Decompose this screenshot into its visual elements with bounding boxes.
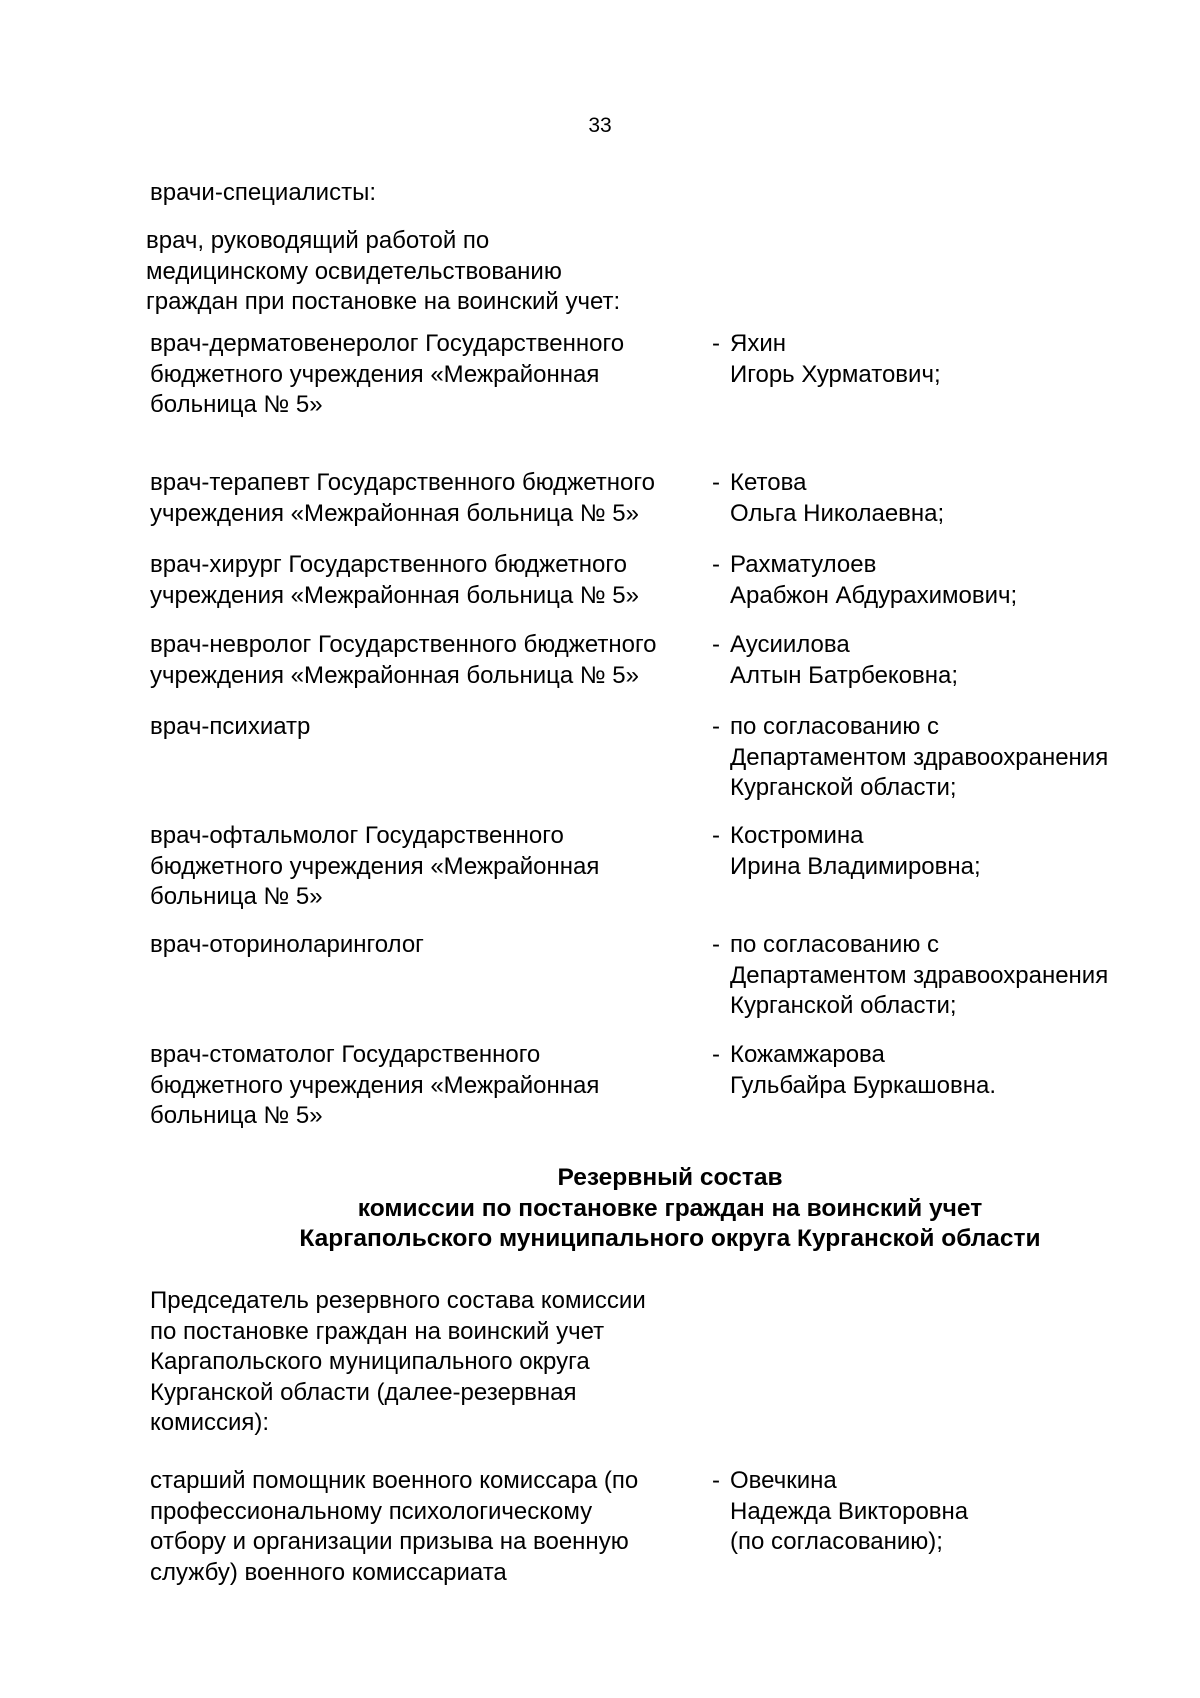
member-dash: - <box>712 1467 720 1494</box>
chairman-member-name <box>730 1466 1150 1558</box>
specialists-label <box>150 178 710 209</box>
reserve-heading <box>70 1163 1200 1255</box>
member-role <box>150 630 710 691</box>
member-role <box>150 550 710 611</box>
reserve-heading-line: Каргапольского муниципального округа Курганской области <box>299 1225 1041 1252</box>
member-role-line: профессиональному психологическому <box>150 1497 593 1525</box>
member-role-line: врач-хирург Государственного бюджетного <box>150 551 627 578</box>
member-name <box>730 1040 1150 1101</box>
member-name-line: Арабжон Абдурахимович; <box>730 581 1018 609</box>
chairman-member-role <box>150 1466 710 1588</box>
member-role-line: старший помощник военного комиссара (по <box>150 1467 639 1494</box>
member-name <box>730 329 1150 390</box>
member-role-line: учреждения «Межрайонная больница № 5» <box>150 499 639 527</box>
chairman-line: Курганской области (далее-резервная <box>150 1378 577 1406</box>
member-name-line: Яхин <box>730 330 786 357</box>
member-role-line: врач-стоматолог Государственного <box>150 1041 541 1068</box>
member-role <box>150 821 710 913</box>
member-role-line: учреждения «Межрайонная больница № 5» <box>150 581 639 609</box>
reserve-heading-line: Резервный состав <box>557 1164 783 1191</box>
member-name <box>730 630 1150 691</box>
member-name-line: Ирина Владимировна; <box>730 852 981 880</box>
member-role-line: врач-невролог Государственного бюджетного <box>150 631 657 658</box>
head-doctor-line: врач, руководящий работой по <box>146 227 490 254</box>
member-name-line: Ольга Николаевна; <box>730 499 945 527</box>
member-dash: - <box>712 931 720 958</box>
member-role-line: врач-дерматовенеролог Государственного <box>150 330 625 357</box>
member-name <box>730 821 1150 882</box>
member-role <box>150 329 710 421</box>
member-name-line: Департаментом здравоохранения <box>730 743 1109 771</box>
chairman-line: по постановке граждан на воинский учет <box>150 1317 605 1345</box>
member-role-line: врач-оториноларинголог <box>150 931 424 958</box>
member-name-line: Кожамжарова <box>730 1041 885 1068</box>
member-dash: - <box>712 1041 720 1068</box>
head-doctor-line: медицинскому освидетельствованию <box>146 257 562 285</box>
member-name-line: (по согласованию); <box>730 1528 943 1555</box>
member-name-line: Департаментом здравоохранения <box>730 961 1109 989</box>
member-role-line: бюджетного учреждения «Межрайонная <box>150 852 600 880</box>
chairman-title <box>150 1286 710 1439</box>
head-doctor-title <box>146 226 706 318</box>
member-name-line: Аусиилова <box>730 631 850 658</box>
member-name <box>730 712 1150 804</box>
member-name <box>730 550 1150 611</box>
member-dash: - <box>712 822 720 849</box>
member-role-line: учреждения «Межрайонная больница № 5» <box>150 661 639 689</box>
member-role-line: больница № 5» <box>150 391 323 418</box>
member-name-line: Гульбайра Буркашовна. <box>730 1071 996 1099</box>
member-dash: - <box>712 469 720 496</box>
chairman-line: Председатель резервного состава комиссии <box>150 1287 646 1314</box>
member-role <box>150 468 710 529</box>
head-doctor-line: граждан при постановке на воинский учет: <box>146 288 621 315</box>
member-name-line: по согласованию с <box>730 713 939 740</box>
member-name-line: Надежда Викторовна <box>730 1497 969 1525</box>
member-role-line: бюджетного учреждения «Межрайонная <box>150 1071 600 1099</box>
member-role-line: врач-терапевт Государственного бюджетного <box>150 469 655 496</box>
member-name-line: Игорь Хурматович; <box>730 360 941 388</box>
member-role-line: отбору и организации призыва на военную <box>150 1528 629 1555</box>
specialists-label-text: врачи-специалисты: <box>150 179 376 206</box>
member-dash: - <box>712 713 720 740</box>
member-role <box>150 930 710 961</box>
member-name-line: по согласованию с <box>730 931 939 958</box>
member-role-line: бюджетного учреждения «Межрайонная <box>150 360 600 388</box>
member-role <box>150 712 710 743</box>
chairman-line: комиссия): <box>150 1409 270 1436</box>
member-name-line: Овечкина <box>730 1467 837 1494</box>
member-name-line: Костромина <box>730 822 864 849</box>
member-dash: - <box>712 631 720 658</box>
member-dash: - <box>712 330 720 357</box>
member-name-line: Рахматулоев <box>730 551 877 578</box>
member-role-line: больница № 5» <box>150 883 323 910</box>
member-name <box>730 468 1150 529</box>
member-role <box>150 1040 710 1132</box>
member-role-line: службу) военного комиссариата <box>150 1558 507 1586</box>
member-name-line: Кетова <box>730 469 807 496</box>
reserve-heading-line: комиссии по постановке граждан на воинский учет <box>357 1194 983 1222</box>
member-name-line: Курганской области; <box>730 774 957 801</box>
member-name <box>730 930 1150 1022</box>
member-role-line: врач-офтальмолог Государственного <box>150 822 564 849</box>
member-role-line: врач-психиатр <box>150 713 311 740</box>
member-role-line: больница № 5» <box>150 1102 323 1129</box>
member-dash: - <box>712 551 720 578</box>
page-number: 33 <box>588 114 612 137</box>
chairman-line: Каргапольского муниципального округа <box>150 1348 590 1375</box>
member-name-line: Алтын Батрбековна; <box>730 661 959 689</box>
member-name-line: Курганской области; <box>730 992 957 1019</box>
